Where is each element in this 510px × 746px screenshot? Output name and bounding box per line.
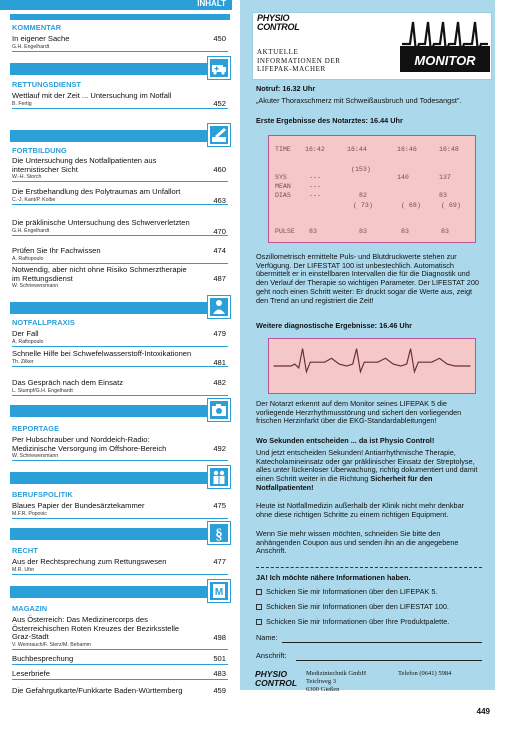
pen-icon xyxy=(208,124,230,146)
notruf-heading: Notruf: 16.32 Uhr xyxy=(256,84,316,93)
toc-item[interactable]: Leserbriefe 483 xyxy=(12,669,226,678)
toc-item[interactable]: Buchbesprechung 501 xyxy=(12,654,226,663)
toc-item[interactable]: Per Hubschrauber und Norddeich-Radio: Medizinische Versorgung im Offshore-Bereich W. Schriewersmann 492 xyxy=(12,436,228,461)
section-bar xyxy=(10,586,230,598)
section-bar xyxy=(10,528,230,540)
section-title: BERUFSPOLITIK xyxy=(12,490,73,499)
option-produktpalette[interactable]: Schicken Sie mir Informationen über Ihre Produktpalette. xyxy=(256,618,482,627)
anschrift-field[interactable] xyxy=(296,660,482,661)
coupon-cut-line xyxy=(256,567,482,568)
toc-item[interactable]: Prüfen Sie Ihr Fachwissen A. Raftopoulo 474 xyxy=(12,247,228,264)
toc-item[interactable]: Aus der Rechtsprechung zum Rettungswesen M.R. Ufer 477 xyxy=(12,558,228,575)
toc-item[interactable]: Der Fall A. Raftopoulo 479 xyxy=(12,330,228,347)
option-lifestat[interactable]: Schicken Sie mir Informationen über den LIFESTAT 100. xyxy=(256,603,482,612)
coupon-paragraph: Wenn Sie mehr wissen möchten, schneiden Sie bitte den anhängenden Coupon aus und senden ihn an die angegebene Anschrift. xyxy=(256,529,459,556)
paragraph-icon xyxy=(208,522,230,544)
checkbox-icon[interactable] xyxy=(256,619,262,625)
monitor-logo-icon xyxy=(400,14,490,74)
lifepak-paragraph: Der Notarzt erkennt auf dem Monitor seines LIFEPAK 5 die vorliegende Herzrhythmusstörung und sichert den vorliegenden frischen Herzinfarkt über die EKG-Standardableitungen! xyxy=(256,399,462,426)
people-icon xyxy=(208,466,230,488)
ad-subtitle: AKTUELLE INFORMATIONEN DER LIFEPAK-MACHER xyxy=(257,48,341,73)
header-bar xyxy=(0,0,232,10)
section-title: NOTFALLPRAXIS xyxy=(12,318,75,327)
toc-item[interactable]: In eigener Sache G.H. Engelhardt 450 xyxy=(12,35,228,52)
ambulance-icon xyxy=(208,57,230,79)
lifestat-display: TIME 16:42 16:44 16:46 16:48 SYS --- (153) 140 137 MEAN --- DIAS --- 82 83 ( 73) ( 68) ( 69) PULSE 83 83 83 83 xyxy=(268,135,476,243)
toc-item[interactable]: Die Gefahrgutkarte/Funkkarte Baden-Württemberg 459 xyxy=(12,686,226,695)
quote-text: „Akuter Thoraxschmerz mit Schweißausbruch und Todesangst". xyxy=(256,96,462,105)
physio-control-logo: PHYSIO CONTROL xyxy=(257,13,300,32)
doctor-icon xyxy=(208,296,230,318)
equipment-paragraph: Heute ist Notfallmedizin außerhalb der Klinik nicht mehr denkbar ohne diese richtigen Schritte zu einem richtigen Equipment. xyxy=(256,501,465,519)
toc-item[interactable]: Das Gespräch nach dem Einsatz L. Stumpf/G.H. Engelhardt 482 xyxy=(12,379,228,396)
camera-icon xyxy=(208,399,230,421)
section-bar xyxy=(10,302,230,314)
magazine-icon xyxy=(208,580,230,602)
section-title: REPORTAGE xyxy=(12,424,60,433)
section-title: RETTUNGSDIENST xyxy=(12,80,82,89)
section-title: RECHT xyxy=(12,546,38,555)
header-label: INHALT xyxy=(197,0,226,8)
wo-heading: Wo Sekunden entscheiden ... da ist Physio Control! xyxy=(256,436,435,445)
toc-item[interactable]: Wettlauf mit der Zeit ... Untersuchung im Notfall B. Fertig 452 xyxy=(12,91,226,108)
anschrift-label: Anschrift: xyxy=(256,651,287,660)
coupon-heading: JA! Ich möchte nähere Informationen haben. xyxy=(256,573,411,582)
page-number: 449 xyxy=(476,707,490,716)
physio-control-logo-footer: PHYSIO CONTROL xyxy=(255,669,298,688)
section-bar xyxy=(10,63,230,75)
lifestat-paragraph: Oszillometrisch ermittelte Puls- und Blutdruckwerte stehen zur Verfügung. Der LIFESTAT 100 ist unbestechlich. Automatisch übermittelt er in einstellbaren Intervallen die für die Diagnostik und den Verlauf der Therapie so wichtigen Parameter. Der LIFESTAT 200 geht noch einen Schritt weiter: Er druckt sogar die Werte aus, zeigt den Trend an und registriert die Zeit! xyxy=(256,252,479,305)
checkbox-icon[interactable] xyxy=(256,604,262,610)
section-title: MAGAZIN xyxy=(12,604,48,613)
svg-text:M: M xyxy=(214,587,224,598)
company-address: Medizintechnik GmbH Teichweg 3 6300 Gießen xyxy=(306,670,367,693)
section-bar xyxy=(10,130,230,142)
toc-item[interactable]: Schnelle Hilfe bei Schwefelwasserstoff-Intoxikationen Th. Zilker 481 xyxy=(12,349,226,367)
svg-text:§: § xyxy=(215,527,223,542)
section-bar xyxy=(10,14,230,20)
toc-item[interactable]: Notwendig, aber nicht ohne Risiko Schmerztherapie im Rettungsdienst W. Schriewersmann 487 xyxy=(12,265,226,290)
toc-item[interactable]: Die Untersuchung des Notfallpatienten aus internistischer Sicht W.-H. Storch 460 xyxy=(12,157,228,182)
ergebnisse-heading: Erste Ergebnisse des Notarztes: 16.44 Uhr xyxy=(256,116,403,125)
section-bar xyxy=(10,472,230,484)
option-lifepak[interactable]: Schicken Sie mir Informationen über den LIFEPAK 5. xyxy=(256,588,482,597)
section-title: FORTBILDUNG xyxy=(12,146,67,155)
name-field[interactable] xyxy=(282,642,482,643)
checkbox-icon[interactable] xyxy=(256,589,262,595)
toc-item[interactable]: Die Erstbehandlung des Polytraumas am Unfallort C.-J. Kant/P. Kolbe 463 xyxy=(12,187,226,205)
toc-item[interactable]: Die präklinische Untersuchung des Schwerverletzten G.H. Engelhardt 470 xyxy=(12,218,226,236)
toc-item[interactable]: Blaues Papier der Bundesärztekammer M.F.R. Popovic 475 xyxy=(12,502,228,519)
ecg-strip xyxy=(268,338,476,394)
toc-item[interactable]: Aus Österreich: Das Medizinercorps des Österreichischen Roten Kreuzes der Bezirksstelle Graz-Stadt V. Weinrauch/F. Sterz/M. Behamm 498 xyxy=(12,616,228,650)
name-label: Name: xyxy=(256,633,278,642)
section-bar xyxy=(10,405,230,417)
therapy-paragraph: Und jetzt entscheiden Sekunden! Antiarrhythmische Therapie, Katecholamineinsatz oder gar präklinischer Einsatz der Streptolyse, alles unter lückenloser Überwachung, richtig dokumentiert und damit einen Schritt weiter in die Richtung Sicherheit für den Notfallpatienten! xyxy=(256,448,478,492)
section-title: KOMMENTAR xyxy=(12,23,62,32)
company-phone: Telefon (0641) 5984 xyxy=(398,670,452,677)
weitere-heading: Weitere diagnostische Ergebnisse: 16.46 Uhr xyxy=(256,321,412,330)
svg-text:MONITOR: MONITOR xyxy=(414,53,476,68)
